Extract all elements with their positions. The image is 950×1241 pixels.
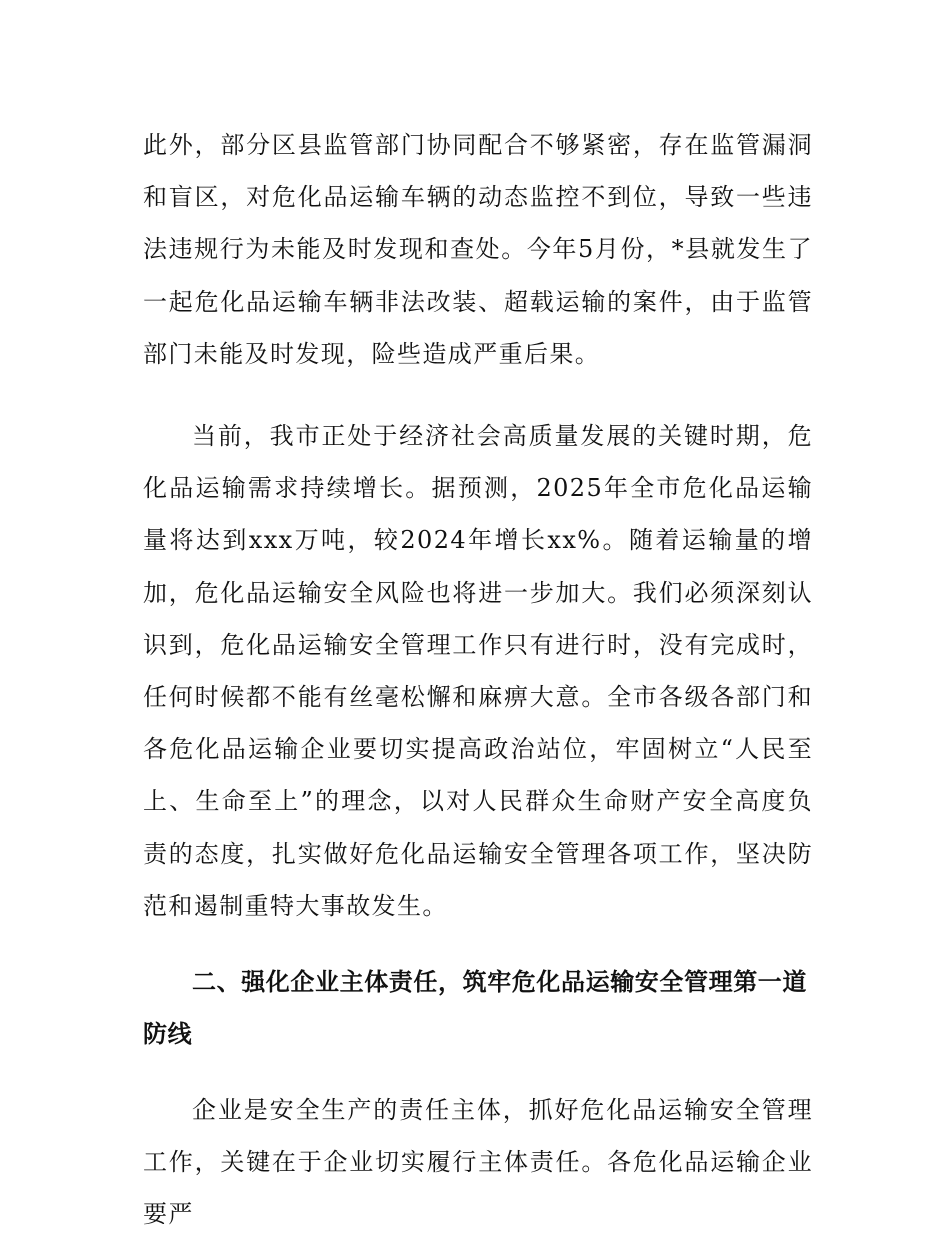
- paragraph-enterprise-responsibility: 企业是安全生产的责任主体，抓好危化品运输安全管理工作，关键在于企业切实履行主体责任。各危化品运输企业要严: [143, 1096, 813, 1229]
- paragraph-supervision-gaps: 此外，部分区县监管部门协同配合不够紧密，存在监管漏洞和盲区，对危化品运输车辆的动态监控不到位，导致一些违法违规行为未能及时发现和查处。今年5月份，*县就发生了一起危化品运输车辆非法改装、超载运输的案件，由于监管部门未能及时发现，险些造成严重后果。: [143, 131, 813, 368]
- paragraph-current-situation: 当前，我市正处于经济社会高质量发展的关键时期，危化品运输需求持续增长。据预测，2025年全市危化品运输量将达到xxx万吨，较2024年增长xx%。随着运输量的增加，危化品运输安全风险也将进一步加大。我们必须深刻认识到，危化品运输安全管理工作只有进行时，没有完成时，任何时候都不能有丝毫松懈和麻痹大意。全市各级各部门和各危化品运输企业要切实提高政治站位，牢固树立“人民至上、生命至上”的理念，以对人民群众生命财产安全高度负责的态度，扎实做好危化品运输安全管理各项工作，坚决防范和遏制重特大事故发生。: [143, 422, 813, 920]
- document-page: [143, 119, 813, 1241]
- section-heading: 二、强化企业主体责任，筑牢危化品运输安全管理第一道防线: [143, 968, 807, 1049]
